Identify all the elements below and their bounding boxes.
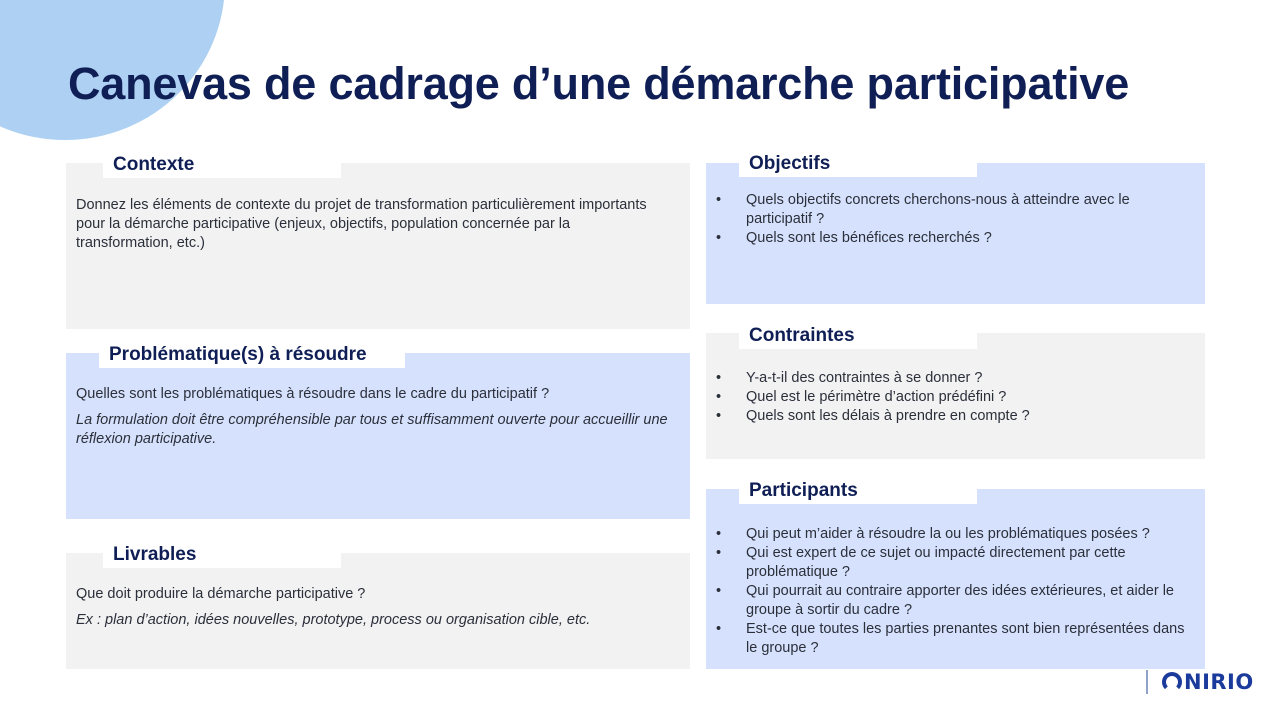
list-item: • Qui peut m’aider à résoudre la ou les problématiques posées ?	[716, 525, 1185, 544]
contexte-body	[76, 196, 670, 260]
objectifs-body	[716, 191, 1185, 248]
contraintes-label: Contraintes	[739, 323, 977, 349]
participants-list	[716, 525, 1185, 658]
contexte-label: Contexte	[103, 152, 341, 178]
livrables-card	[66, 544, 690, 669]
problematique-text: Quelles sont les problématiques à résoudre dans le cadre du participatif ?	[76, 386, 550, 402]
participants-label: Participants	[739, 478, 977, 504]
problematique-body	[76, 385, 670, 456]
contraintes-body	[716, 369, 1185, 426]
livrables-note: Ex : plan d’action, idées nouvelles, prototype, process ou organisation cible, etc.	[76, 612, 591, 628]
page-title: Canevas de cadrage d’une démarche participative	[68, 58, 1130, 109]
list-item: • Quels objectifs concrets cherchons-nous à atteindre avec le participatif ?	[716, 191, 1185, 229]
list-item: • Qui pourrait au contraire apporter des idées extérieures, et aider le groupe à sortir du cadre ?	[716, 582, 1185, 620]
logo-text: NIRIO	[1184, 670, 1254, 694]
list-item: • Quel est le périmètre d’action prédéfini ?	[716, 388, 1185, 407]
contraintes-card	[706, 325, 1205, 459]
list-item: • Qui est expert de ce sujet ou impacté directement par cette problématique ?	[716, 544, 1185, 582]
problematique-note: La formulation doit être compréhensible par tous et suffisamment ouverte pour accueillir une réflexion participative.	[76, 412, 668, 447]
list-item: • Est-ce que toutes les parties prenantes sont bien représentées dans le groupe ?	[716, 620, 1185, 658]
livrables-body	[76, 585, 670, 637]
list-item: • Quels sont les bénéfices recherchés ?	[716, 229, 1185, 248]
contraintes-list	[716, 369, 1185, 426]
problematique-label: Problématique(s) à résoudre	[99, 342, 405, 368]
onirio-logo	[1146, 670, 1254, 694]
problematique-card	[66, 344, 690, 519]
objectifs-list	[716, 191, 1185, 248]
logo-o-icon	[1162, 672, 1182, 692]
objectifs-label: Objectifs	[739, 151, 977, 177]
participants-body	[716, 525, 1185, 658]
contexte-text: Donnez les éléments de contexte du projet de transformation particulièrement importants pour la démarche participative (enjeux, objectifs, population concernée par la transformation, etc.)	[76, 197, 647, 251]
logo-divider	[1146, 670, 1148, 694]
livrables-text: Que doit produire la démarche participative ?	[76, 586, 366, 602]
list-item: • Quels sont les délais à prendre en compte ?	[716, 407, 1185, 426]
list-item: • Y-a-t-il des contraintes à se donner ?	[716, 369, 1185, 388]
livrables-label: Livrables	[103, 542, 341, 568]
objectifs-card	[706, 153, 1205, 304]
participants-card	[706, 480, 1205, 669]
contexte-card	[66, 154, 690, 329]
